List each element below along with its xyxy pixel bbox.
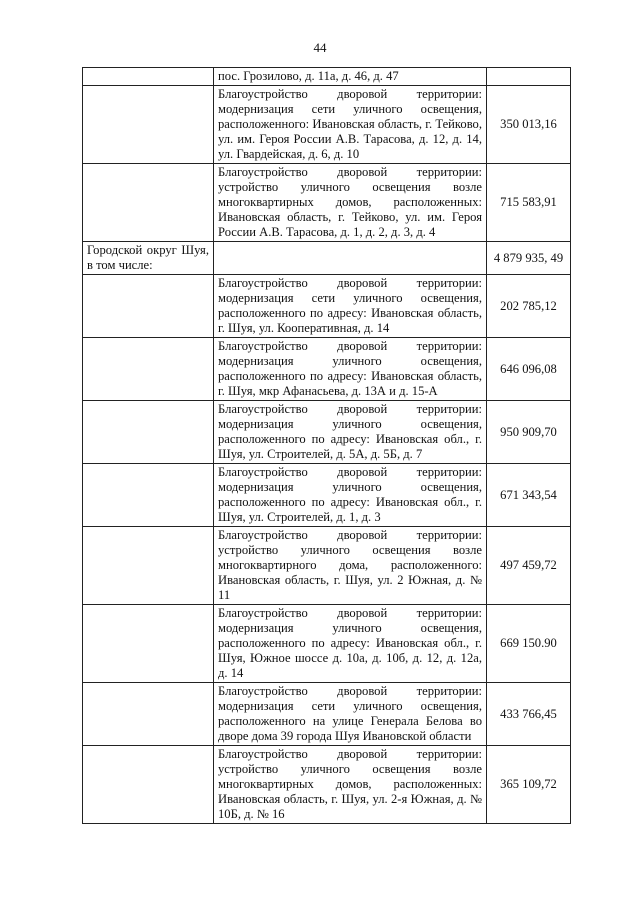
table-row — [83, 683, 571, 746]
description-cell: Благоустройство дворовой территории: модернизация сети уличного освещения, расположенного на улице Генерала Белова во дворе дома 39 города Шуя Ивановской области — [214, 683, 487, 746]
amount-cell: 715 583,91 — [487, 164, 571, 242]
description-cell: пос. Грозилово, д. 11а, д. 46, д. 47 — [214, 68, 487, 86]
table-row — [83, 527, 571, 605]
municipality-name-cell: Городской округ Шуя, в том числе: — [83, 242, 214, 275]
table-row — [83, 464, 571, 527]
table-row — [83, 164, 571, 242]
description-cell: Благоустройство дворовой территории: модернизация уличного освещения, расположенного по адресу: Ивановская обл., г. Шуя, ул. Строителей, д. 5А, д. 5Б, д. 7 — [214, 401, 487, 464]
table-row — [83, 68, 571, 86]
budget-table — [82, 67, 571, 824]
amount-cell: 671 343,54 — [487, 464, 571, 527]
amount-cell: 202 785,12 — [487, 275, 571, 338]
table-row — [83, 746, 571, 824]
description-cell: Благоустройство дворовой территории: устройство уличного освещения возле многоквартирного дома, расположенного: Ивановская область, г. Шуя, ул. 2 Южная, д. № 11 — [214, 527, 487, 605]
page-number: 44 — [313, 40, 327, 55]
municipality-cell — [83, 605, 214, 683]
table-row — [83, 401, 571, 464]
description-cell: Благоустройство дворовой территории: модернизация уличного освещения, расположенного по адресу: Ивановская обл., г. Шуя, ул. Строителей, д. 1, д. 3 — [214, 464, 487, 527]
amount-cell — [487, 68, 571, 86]
description-cell: Благоустройство дворовой территории: устройство уличного освещения возле многоквартирных домов, расположенных: Ивановская область, г. Шуя, ул. 2-я Южная, д. № 10Б, д. № 16 — [214, 746, 487, 824]
table-row — [83, 605, 571, 683]
municipality-cell — [83, 401, 214, 464]
amount-cell: 669 150.90 — [487, 605, 571, 683]
amount-cell: 646 096,08 — [487, 338, 571, 401]
amount-cell: 433 766,45 — [487, 683, 571, 746]
description-cell: Благоустройство дворовой территории: модернизация сети уличного освещения, расположенного по адресу: Ивановская область, г. Шуя, ул. Кооперативная, д. 14 — [214, 275, 487, 338]
municipality-cell — [83, 527, 214, 605]
description-cell: Благоустройство дворовой территории: модернизация уличного освещения, расположенного по адресу: Ивановская область, г. Шуя, мкр Афанасьева, д. 13А и д. 15-А — [214, 338, 487, 401]
municipality-cell — [83, 164, 214, 242]
municipality-cell — [83, 86, 214, 164]
municipality-cell — [83, 338, 214, 401]
description-cell: Благоустройство дворовой территории: модернизация сети уличного освещения, расположенного: Ивановская область, г. Тейково, ул. им. Героя России А.В. Тарасова, д. 12, д. 14, ул. Гвардейская, д. 6, д. 10 — [214, 86, 487, 164]
municipality-cell — [83, 275, 214, 338]
description-cell — [214, 242, 487, 275]
municipality-cell — [83, 68, 214, 86]
table-row — [83, 86, 571, 164]
description-cell: Благоустройство дворовой территории: модернизация уличного освещения, расположенного по адресу: Ивановская обл., г. Шуя, Южное шоссе д. 10а, д. 10б, д. 12, д. 12а, д. 14 — [214, 605, 487, 683]
description-cell: Благоустройство дворовой территории: устройство уличного освещения возле многоквартирных домов, расположенных: Ивановская область, г. Тейково, ул. им. Героя России А.В. Тарасова, д. 1, д. 2, д. 3, д. 4 — [214, 164, 487, 242]
table-row — [83, 275, 571, 338]
amount-cell: 497 459,72 — [487, 527, 571, 605]
table-body — [83, 68, 571, 824]
amount-cell: 365 109,72 — [487, 746, 571, 824]
amount-cell: 950 909,70 — [487, 401, 571, 464]
municipality-cell — [83, 683, 214, 746]
municipality-cell — [83, 746, 214, 824]
municipality-cell — [83, 464, 214, 527]
table-row — [83, 338, 571, 401]
amount-cell: 350 013,16 — [487, 86, 571, 164]
amount-cell: 4 879 935, 49 — [487, 242, 571, 275]
municipality-row — [83, 242, 571, 275]
